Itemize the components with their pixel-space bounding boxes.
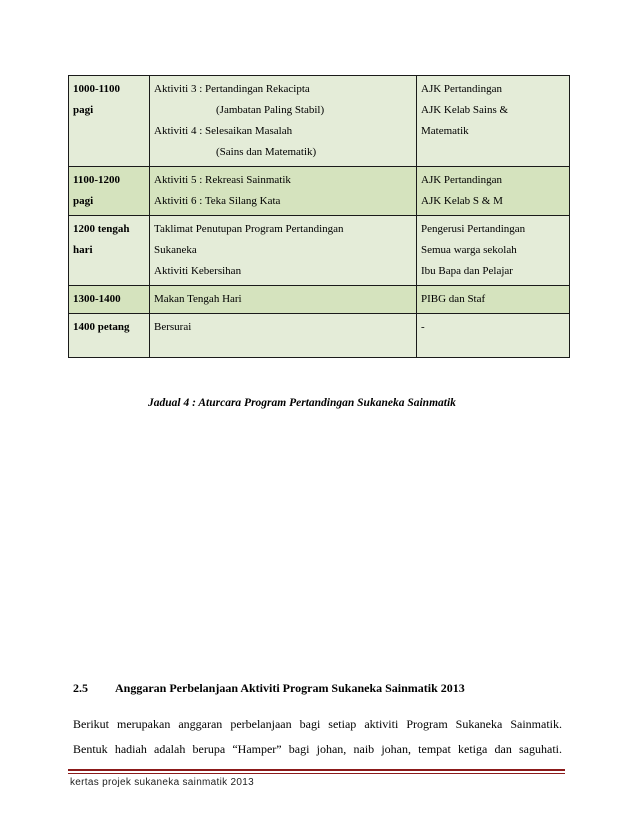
schedule-table xyxy=(68,75,570,358)
activity-text: Taklimat Penutupan Program Pertandingan xyxy=(154,223,344,235)
activity-text: Aktiviti 5 : Rekreasi Sainmatik xyxy=(154,174,291,186)
body-paragraph xyxy=(73,712,562,762)
person-text: PIBG dan Staf xyxy=(421,293,486,305)
time-text: pagi xyxy=(73,104,94,116)
activity-cell xyxy=(150,286,417,314)
activity-cell xyxy=(150,216,417,286)
footer-text: kertas projek sukaneka sainmatik 2013 xyxy=(70,777,254,788)
paragraph-line: Bentuk hadiah adalah berupa “Hamper” bagi johan, naib johan, tempat ketiga dan saguhati. xyxy=(73,742,562,756)
activity-text: (Jambatan Paling Stabil) xyxy=(216,104,325,116)
activity-text: Makan Tengah Hari xyxy=(154,293,242,305)
paragraph-line: Berikut merupakan anggaran perbelanjaan bagi setiap aktiviti Program Sukaneka Sainmatik. xyxy=(73,717,562,731)
time-text: 1300-1400 xyxy=(73,293,121,305)
activity-text: Sukaneka xyxy=(154,244,197,256)
person-text: Matematik xyxy=(421,125,469,137)
person-cell xyxy=(417,216,570,286)
footer-rule xyxy=(68,769,565,771)
person-text: - xyxy=(421,321,425,333)
person-text: AJK Pertandingan xyxy=(421,174,502,186)
person-text: Ibu Bapa dan Pelajar xyxy=(421,265,513,277)
activity-cell xyxy=(150,76,417,167)
table-row xyxy=(69,286,570,314)
section-title: Anggaran Perbelanjaan Aktiviti Program Sukaneka Sainmatik 2013 xyxy=(115,681,465,695)
person-text: Pengerusi Pertandingan xyxy=(421,223,526,235)
activity-text: Aktiviti 6 : Teka Silang Kata xyxy=(154,195,281,207)
time-text: 1400 petang xyxy=(73,321,130,333)
activity-text: Aktiviti 3 : Pertandingan Rekacipta xyxy=(154,83,310,95)
table-row xyxy=(69,167,570,216)
section-number: 2.5 xyxy=(73,681,88,695)
table-caption: Jadual 4 : Aturcara Program Pertandingan Sukaneka Sainmatik xyxy=(148,397,456,409)
footer-rule-thin xyxy=(68,773,565,774)
person-cell xyxy=(417,286,570,314)
activity-text: Aktiviti 4 : Selesaikan Masalah xyxy=(154,125,293,137)
person-cell xyxy=(417,167,570,216)
time-text: hari xyxy=(73,244,93,256)
activity-text: Aktiviti Kebersihan xyxy=(154,265,242,277)
person-text: AJK Pertandingan xyxy=(421,83,502,95)
time-cell xyxy=(69,76,150,167)
table-row xyxy=(69,216,570,286)
table-row xyxy=(69,314,570,358)
time-cell xyxy=(69,286,150,314)
person-text: Semua warga sekolah xyxy=(421,244,517,256)
time-text: pagi xyxy=(73,195,94,207)
time-cell xyxy=(69,167,150,216)
person-text: AJK Kelab Sains & xyxy=(421,104,509,116)
time-cell xyxy=(69,314,150,358)
person-cell xyxy=(417,314,570,358)
time-text: 1000-1100 xyxy=(73,83,121,95)
time-cell xyxy=(69,216,150,286)
activity-text: (Sains dan Matematik) xyxy=(216,146,317,158)
activity-cell xyxy=(150,314,417,358)
activity-cell xyxy=(150,167,417,216)
section-heading xyxy=(73,681,465,696)
time-text: 1200 tengah xyxy=(73,223,130,235)
time-text: 1100-1200 xyxy=(73,174,121,186)
person-text: AJK Kelab S & M xyxy=(421,195,503,207)
table-row xyxy=(69,76,570,167)
activity-text: Bersurai xyxy=(154,321,192,333)
person-cell xyxy=(417,76,570,167)
